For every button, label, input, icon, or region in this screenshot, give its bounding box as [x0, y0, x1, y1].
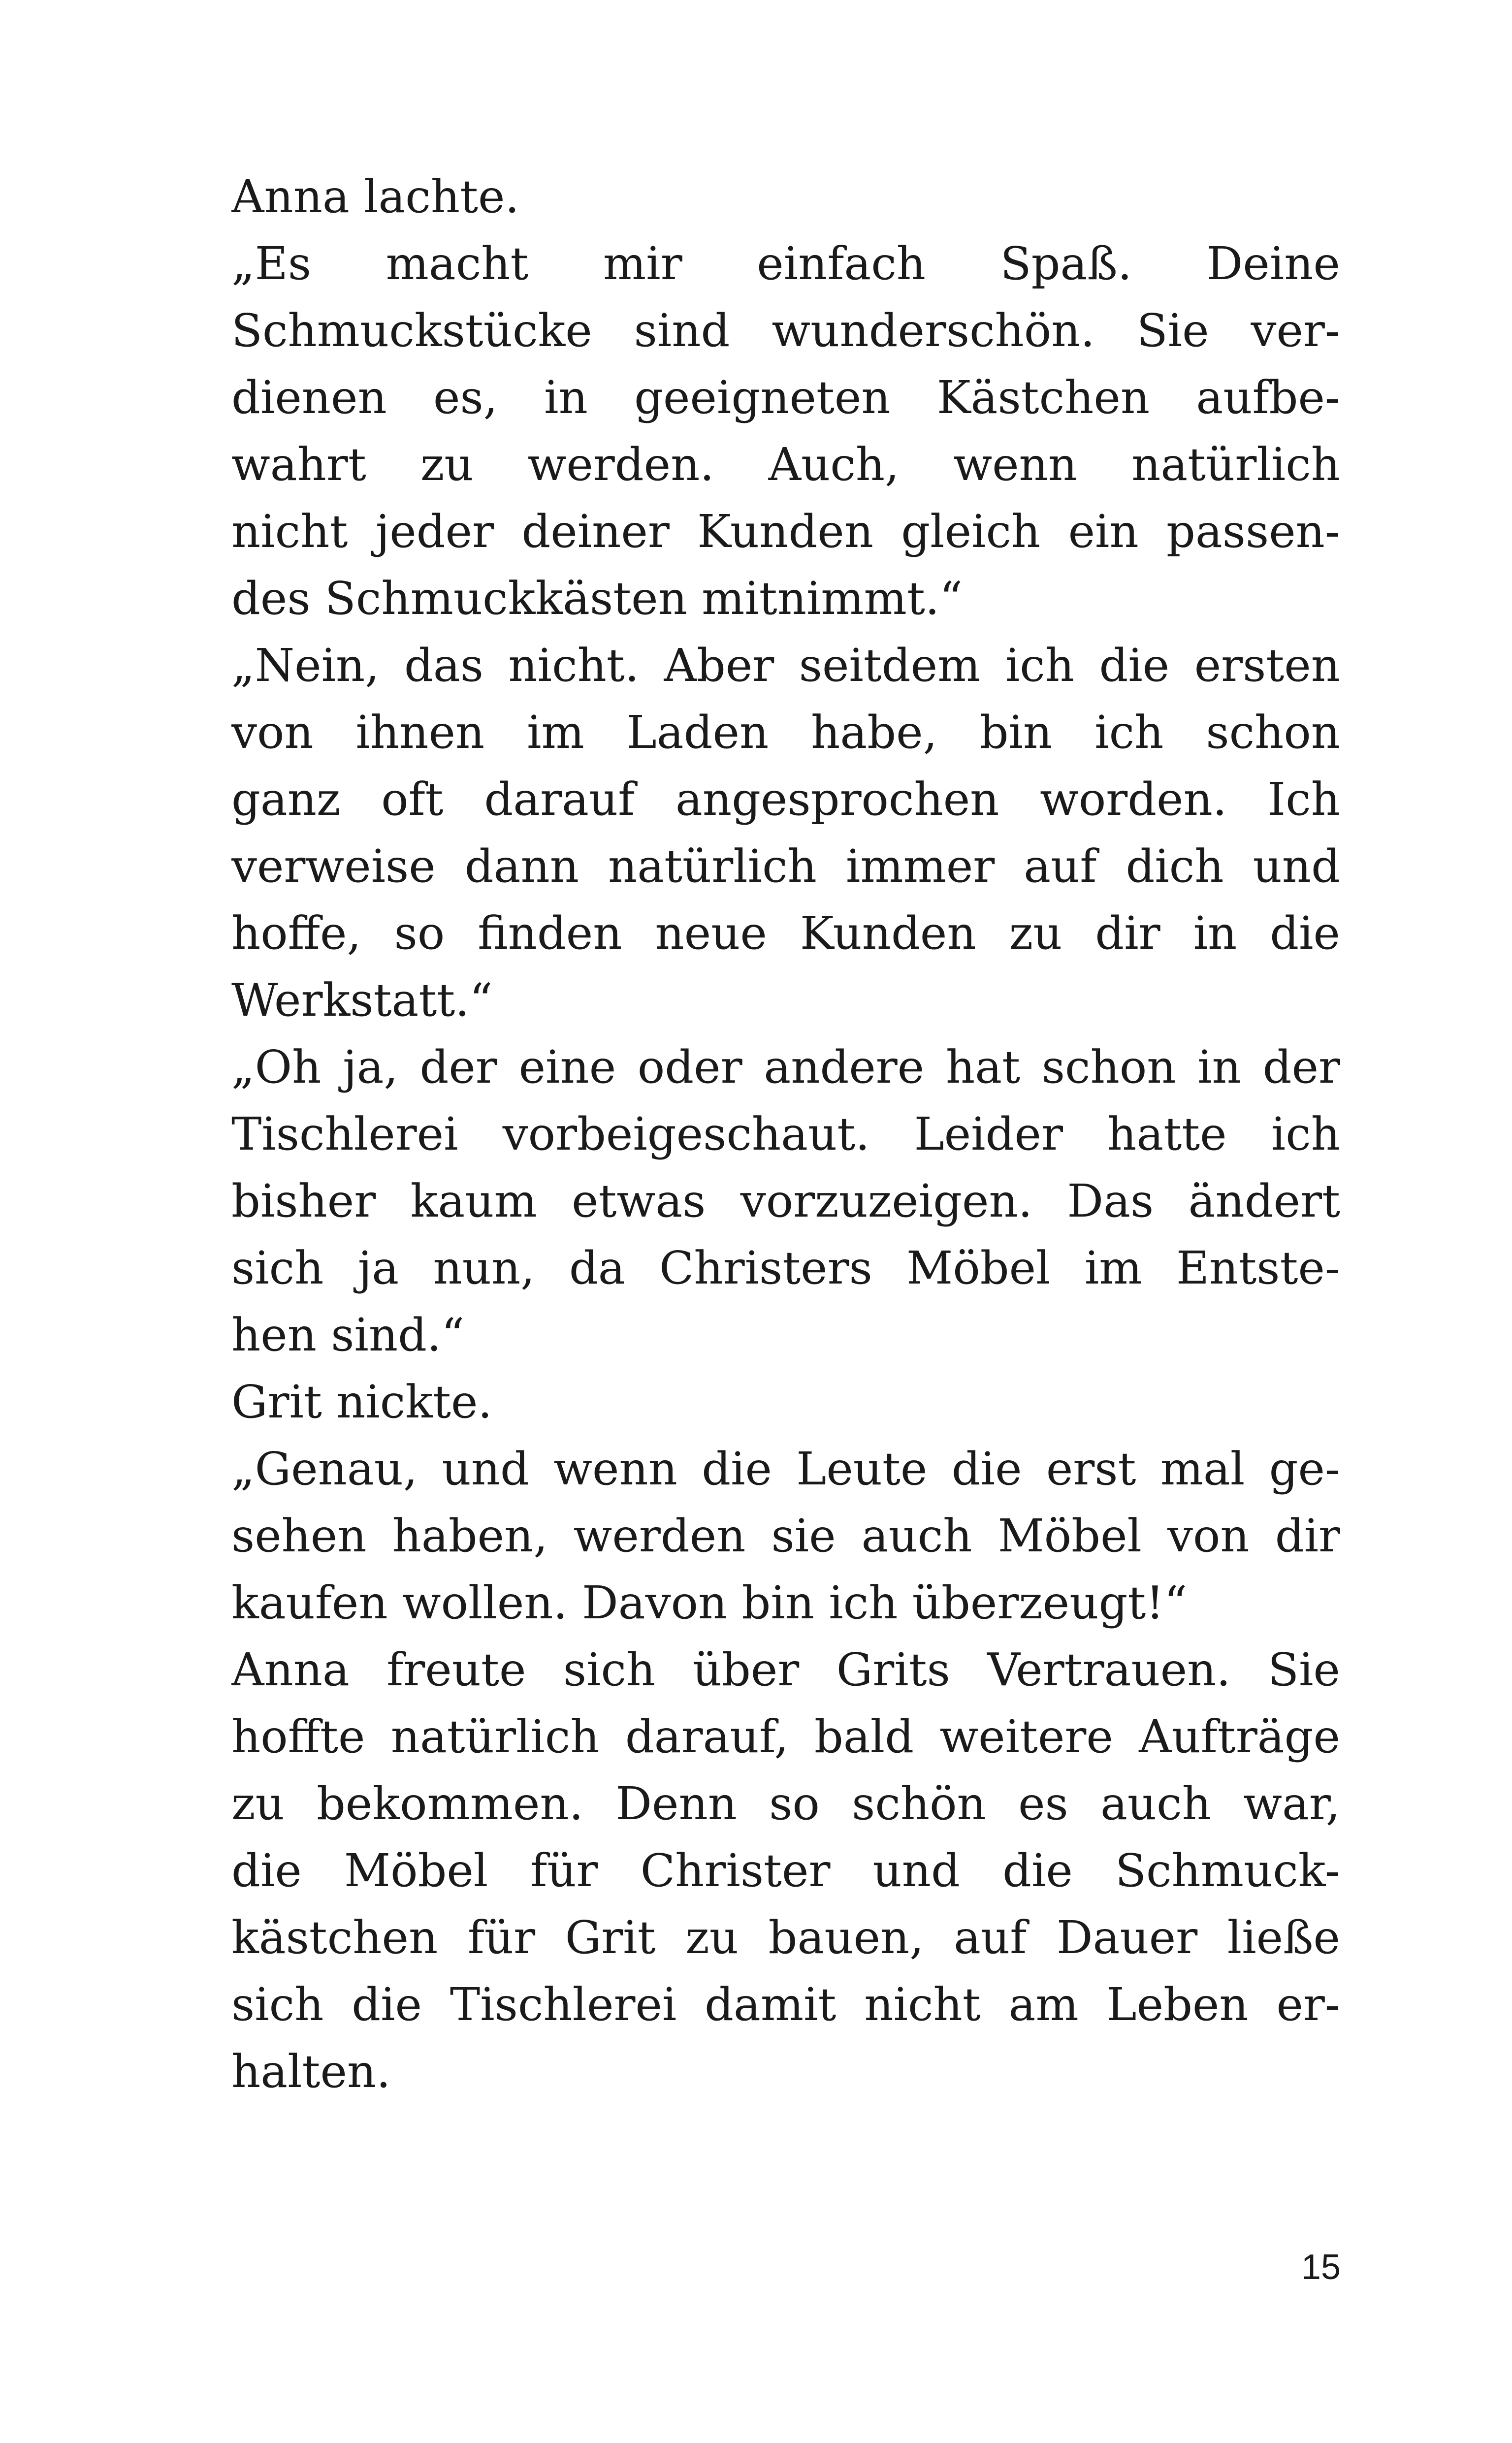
text-line: hoffte natürlich darauf, bald weitere Aufträge	[231, 1710, 1340, 1763]
text-line: ganz oft darauf angesprochen worden. Ich	[231, 773, 1340, 826]
text-line: Anna lachte.	[231, 170, 519, 223]
text-line: „Genau, und wenn die Leute die erst mal ge-	[231, 1443, 1340, 1495]
text-line: sich ja nun, da Christers Möbel im Entste-	[231, 1242, 1340, 1294]
text-line: „Nein, das nicht. Aber seitdem ich die ersten	[231, 639, 1340, 692]
text-line: die Möbel für Christer und die Schmuck-	[231, 1844, 1340, 1897]
text-line: Grit nickte.	[231, 1376, 492, 1428]
text-line: hen sind.“	[231, 1309, 465, 1361]
text-line: Schmuckstücke sind wunderschön. Sie ver-	[231, 304, 1340, 357]
text-line: kästchen für Grit zu bauen, auf Dauer ließe	[231, 1911, 1340, 1964]
text-line: verweise dann natürlich immer auf dich und	[231, 840, 1340, 893]
text-line: kaufen wollen. Davon bin ich überzeugt!“	[231, 1576, 1188, 1629]
text-line: dienen es, in geeigneten Kästchen aufbe-	[231, 371, 1340, 424]
text-line: bisher kaum etwas vorzuzeigen. Das ändert	[231, 1175, 1340, 1227]
body-text	[231, 163, 1340, 2105]
text-line: Tischlerei vorbeigeschaut. Leider hatte ich	[231, 1108, 1340, 1160]
text-line: Werkstatt.“	[231, 974, 493, 1027]
text-line: wahrt zu werden. Auch, wenn natürlich	[231, 438, 1340, 491]
text-line: von ihnen im Laden habe, bin ich schon	[231, 706, 1340, 759]
text-line: sich die Tischlerei damit nicht am Leben er-	[231, 1978, 1340, 2031]
page-number: 15	[1301, 2248, 1341, 2287]
text-line: zu bekommen. Denn so schön es auch war,	[231, 1777, 1340, 1830]
text-line: hoffe, so finden neue Kunden zu dir in die	[231, 907, 1340, 960]
text-line: sehen haben, werden sie auch Möbel von dir	[231, 1510, 1340, 1562]
text-line: nicht jeder deiner Kunden gleich ein passen-	[231, 505, 1340, 558]
text-line: des Schmuckkästen mitnimmt.“	[231, 572, 963, 625]
text-line: Anna freute sich über Grits Vertrauen. Sie	[231, 1643, 1340, 1696]
text-line: „Oh ja, der eine oder andere hat schon in der	[231, 1041, 1340, 1093]
text-line: halten.	[231, 2045, 391, 2098]
text-line: „Es macht mir einfach Spaß. Deine	[231, 237, 1340, 290]
